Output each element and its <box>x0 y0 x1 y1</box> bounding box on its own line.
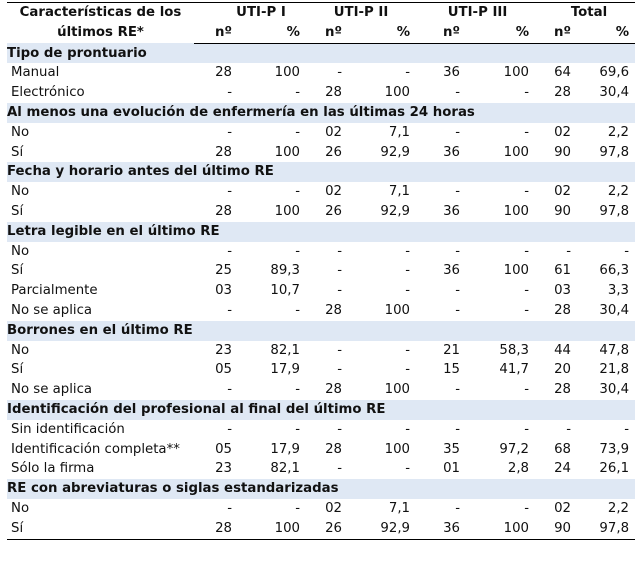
cell-percent: - <box>405 243 411 259</box>
cell-count: - <box>337 263 342 279</box>
cell-count: 05 <box>215 362 232 378</box>
cell-count: 28 <box>325 302 342 318</box>
cell-count: 35 <box>443 441 461 457</box>
cell-count: 28 <box>325 441 342 457</box>
cell-percent: 100 <box>274 520 300 536</box>
cell-count: - <box>455 243 461 259</box>
row-label: Sí <box>11 362 24 378</box>
cell-percent: 100 <box>384 441 411 457</box>
table-row <box>7 281 635 301</box>
cell-percent: 66,3 <box>599 263 630 279</box>
cell-percent: 2,2 <box>607 500 630 516</box>
header-characteristics: Características de los últimos RE* <box>19 5 182 40</box>
table-row <box>7 301 635 321</box>
cell-percent: 100 <box>503 203 530 219</box>
cell-percent: - <box>624 421 630 437</box>
cell-percent: 100 <box>503 263 530 279</box>
table-row <box>7 360 635 380</box>
cell-count: 02 <box>325 500 342 516</box>
row-label: No se aplica <box>11 382 93 398</box>
header-n-total: nº <box>535 23 581 43</box>
cell-percent: - <box>524 85 530 101</box>
row-label: Manual <box>11 65 60 81</box>
cell-percent: - <box>405 65 411 81</box>
table-row <box>7 519 635 539</box>
cell-percent: - <box>405 263 411 279</box>
cell-percent: 2,8 <box>507 461 530 477</box>
cell-percent: 100 <box>503 520 530 536</box>
cell-percent: - <box>524 500 530 516</box>
table-row <box>7 182 635 202</box>
cell-count: 90 <box>554 520 572 536</box>
cell-count: - <box>227 124 232 140</box>
cell-count: 24 <box>554 461 572 477</box>
row-label: Parcialmente <box>11 283 98 299</box>
cell-percent: 69,6 <box>599 65 630 81</box>
cell-count: - <box>455 85 461 101</box>
cell-percent: 2,2 <box>607 124 630 140</box>
cell-count: 25 <box>215 263 232 279</box>
cell-count: - <box>227 382 232 398</box>
cell-percent: 100 <box>384 302 411 318</box>
cell-count: - <box>337 421 342 437</box>
cell-percent: - <box>295 243 300 259</box>
header-pct-total: % <box>581 23 635 43</box>
cell-percent: 100 <box>384 85 411 101</box>
cell-percent: - <box>524 124 530 140</box>
cell-count: - <box>455 184 461 200</box>
cell-percent: - <box>295 382 300 398</box>
table-body <box>7 43 635 539</box>
cell-count: 68 <box>554 441 572 457</box>
cell-count: 23 <box>215 461 232 477</box>
cell-percent: 47,8 <box>599 342 630 358</box>
row-label: No se aplica <box>11 302 93 318</box>
cell-count: 28 <box>554 302 572 318</box>
cell-percent: - <box>295 500 300 516</box>
row-label: No <box>11 500 30 516</box>
cell-count: - <box>227 302 232 318</box>
header-n-1: nº <box>194 23 242 43</box>
cell-count: - <box>227 184 232 200</box>
cell-percent: 26,1 <box>599 461 630 477</box>
cell-percent: - <box>524 184 530 200</box>
cell-percent: - <box>405 283 411 299</box>
cell-count: - <box>227 85 232 101</box>
table-header <box>7 3 635 44</box>
table-row <box>7 420 635 440</box>
cell-count: 03 <box>554 283 572 299</box>
cell-percent: - <box>524 421 530 437</box>
header-group-total: Total <box>570 5 608 20</box>
cell-count: 01 <box>443 461 461 477</box>
section-header-row <box>7 479 635 499</box>
cell-count: 28 <box>554 382 572 398</box>
cell-count: - <box>455 421 461 437</box>
cell-percent: 89,3 <box>270 263 300 279</box>
cell-percent: 30,4 <box>599 382 630 398</box>
cell-percent: 100 <box>503 144 530 160</box>
cell-percent: 2,2 <box>607 184 630 200</box>
table-row <box>7 202 635 222</box>
row-label: Sí <box>11 520 24 536</box>
cell-count: 05 <box>215 441 232 457</box>
cell-percent: 10,7 <box>270 283 300 299</box>
cell-count: - <box>337 65 342 81</box>
row-label: No <box>11 124 30 140</box>
header-pct-1: % <box>242 23 306 43</box>
section-title: Fecha y horario antes del último RE <box>7 162 635 182</box>
cell-count: - <box>455 283 461 299</box>
section-title: Letra legible en el último RE <box>7 222 635 242</box>
cell-count: 90 <box>554 144 572 160</box>
cell-percent: - <box>405 362 411 378</box>
cell-count: - <box>455 500 461 516</box>
cell-count: - <box>337 362 342 378</box>
header-group-uti-p-2: UTI-P II <box>333 5 389 20</box>
header-n-3: nº <box>416 23 470 43</box>
cell-percent: - <box>295 184 300 200</box>
cell-count: 36 <box>443 263 461 279</box>
row-label: Sólo la firma <box>11 461 95 477</box>
table-row <box>7 380 635 400</box>
cell-percent: - <box>295 85 300 101</box>
cell-count: 36 <box>443 203 461 219</box>
cell-count: - <box>566 421 572 437</box>
cell-percent: 100 <box>274 144 300 160</box>
cell-percent: 92,9 <box>380 144 411 160</box>
section-header-row <box>7 162 635 182</box>
cell-count: - <box>455 302 461 318</box>
cell-percent: 73,9 <box>599 441 630 457</box>
cell-count: 90 <box>554 203 572 219</box>
cell-percent: - <box>405 342 411 358</box>
table-row <box>7 440 635 460</box>
cell-percent: 7,1 <box>388 500 411 516</box>
cell-count: 21 <box>443 342 461 358</box>
results-table <box>7 2 635 540</box>
cell-percent: 21,8 <box>599 362 630 378</box>
cell-count: - <box>566 243 572 259</box>
cell-count: 02 <box>554 500 572 516</box>
section-title: Tipo de prontuario <box>7 43 635 63</box>
cell-count: 36 <box>443 144 461 160</box>
cell-percent: - <box>524 382 530 398</box>
cell-count: 02 <box>554 184 572 200</box>
header-group-uti-p-1: UTI-P I <box>236 5 286 20</box>
table-row <box>7 242 635 262</box>
cell-count: 28 <box>215 203 232 219</box>
cell-percent: - <box>295 124 300 140</box>
cell-count: - <box>337 342 342 358</box>
row-label: Identificación completa** <box>11 441 180 457</box>
table-row <box>7 83 635 103</box>
cell-percent: - <box>405 421 411 437</box>
cell-count: 64 <box>554 65 572 81</box>
cell-percent: 100 <box>503 65 530 81</box>
header-pct-3: % <box>470 23 535 43</box>
row-label: No <box>11 184 30 200</box>
table-row <box>7 63 635 83</box>
section-header-row <box>7 103 635 123</box>
table-row <box>7 459 635 479</box>
cell-percent: 92,9 <box>380 520 411 536</box>
table-row <box>7 261 635 281</box>
cell-count: 28 <box>215 144 232 160</box>
table-row <box>7 499 635 519</box>
cell-percent: - <box>524 243 530 259</box>
cell-percent: 30,4 <box>599 302 630 318</box>
cell-count: - <box>227 421 232 437</box>
cell-percent: 97,2 <box>499 441 530 457</box>
cell-percent: - <box>624 243 630 259</box>
section-header-row <box>7 400 635 420</box>
cell-percent: 58,3 <box>499 342 530 358</box>
cell-percent: - <box>295 302 300 318</box>
cell-count: 61 <box>554 263 572 279</box>
cell-percent: 7,1 <box>388 184 411 200</box>
section-title: Borrones en el último RE <box>7 321 635 341</box>
section-header-row <box>7 222 635 242</box>
cell-percent: 97,8 <box>599 144 630 160</box>
cell-count: 28 <box>325 85 342 101</box>
cell-count: 02 <box>554 124 572 140</box>
cell-count: 26 <box>325 144 342 160</box>
cell-percent: 100 <box>384 382 411 398</box>
cell-count: - <box>455 124 461 140</box>
header-n-2: nº <box>306 23 352 43</box>
row-label: Sí <box>11 144 24 160</box>
cell-percent: 17,9 <box>270 362 300 378</box>
cell-percent: - <box>295 421 300 437</box>
section-title: Al menos una evolución de enfermería en las últimas 24 horas <box>7 103 635 123</box>
section-header-row <box>7 321 635 341</box>
cell-count: 28 <box>215 520 232 536</box>
section-title: RE con abreviaturas o siglas estandarizadas <box>7 479 635 499</box>
cell-percent: 17,9 <box>270 441 300 457</box>
cell-count: 02 <box>325 184 342 200</box>
cell-count: 28 <box>215 65 232 81</box>
cell-percent: 82,1 <box>270 461 300 477</box>
cell-count: 44 <box>554 342 572 358</box>
cell-count: 03 <box>215 283 232 299</box>
cell-count: 36 <box>443 520 461 536</box>
cell-percent: - <box>405 461 411 477</box>
cell-percent: 82,1 <box>270 342 300 358</box>
cell-percent: 30,4 <box>599 85 630 101</box>
cell-percent: - <box>524 302 530 318</box>
header-pct-2: % <box>352 23 416 43</box>
cell-count: 23 <box>215 342 232 358</box>
row-label: Sí <box>11 263 24 279</box>
section-header-row <box>7 43 635 63</box>
table-row <box>7 341 635 361</box>
row-label: Sin identificación <box>11 421 125 437</box>
row-label: No <box>11 342 30 358</box>
cell-percent: - <box>524 283 530 299</box>
cell-count: - <box>227 500 232 516</box>
cell-count: 20 <box>554 362 572 378</box>
cell-count: - <box>337 283 342 299</box>
cell-count: 26 <box>325 520 342 536</box>
table-row <box>7 143 635 163</box>
cell-percent: 7,1 <box>388 124 411 140</box>
cell-percent: 3,3 <box>607 283 630 299</box>
cell-count: - <box>227 243 232 259</box>
cell-count: 15 <box>443 362 461 378</box>
cell-count: - <box>337 461 342 477</box>
cell-count: - <box>337 243 342 259</box>
cell-count: 36 <box>443 65 461 81</box>
cell-percent: 100 <box>274 203 300 219</box>
section-title: Identificación del profesional al final del último RE <box>7 400 635 420</box>
cell-percent: 100 <box>274 65 300 81</box>
row-label: Electrónico <box>11 85 85 101</box>
table-row <box>7 123 635 143</box>
cell-percent: 97,8 <box>599 520 630 536</box>
cell-percent: 97,8 <box>599 203 630 219</box>
cell-percent: 92,9 <box>380 203 411 219</box>
cell-count: - <box>455 382 461 398</box>
row-label: No <box>11 243 30 259</box>
cell-count: 28 <box>325 382 342 398</box>
cell-count: 26 <box>325 203 342 219</box>
header-group-uti-p-3: UTI-P III <box>447 5 508 20</box>
row-label: Sí <box>11 203 24 219</box>
cell-percent: 41,7 <box>499 362 530 378</box>
cell-count: 28 <box>554 85 572 101</box>
cell-count: 02 <box>325 124 342 140</box>
